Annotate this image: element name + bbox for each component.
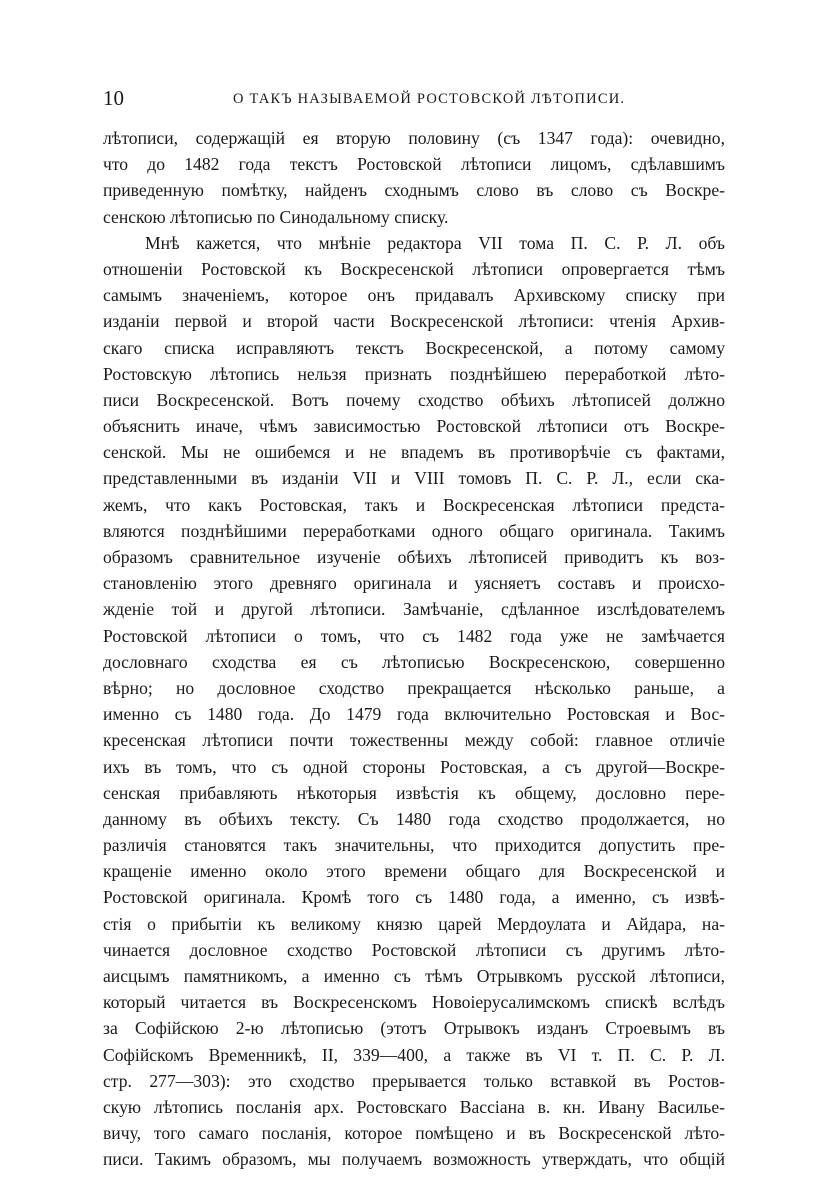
text-line: писи. Такимъ образомъ, мы получаемъ возможность утверждать, что общій bbox=[103, 1149, 725, 1170]
text-line: становленію этого древняго оригинала и уясняетъ составъ и происхо- bbox=[103, 573, 725, 594]
text-line: ихъ въ томъ, что съ одной стороны Ростовская, а съ другой—Воскре- bbox=[103, 756, 725, 777]
text-line: писи Воскресенской. Вотъ почему сходство обѣихъ лѣтописей должно bbox=[103, 389, 725, 410]
running-title: О ТАКЪ НАЗЫВАЕМОЙ РОСТОВСКОЙ ЛѢТОПИСИ. bbox=[233, 91, 626, 107]
text-line: стр. 277—303): это сходство прерывается только вставкой въ Ростов- bbox=[103, 1070, 725, 1091]
text-line: данному въ обѣихъ тексту. Съ 1480 года сходство продолжается, но bbox=[103, 808, 725, 829]
text-line: отношеніи Ростовской къ Воскресенской лѣтописи опровергается тѣмъ bbox=[103, 258, 725, 279]
text-line: жденіе той и другой лѣтописи. Замѣчаніе, сдѣланное изслѣдователемъ bbox=[103, 599, 725, 620]
text-line: образомъ сравнительное изученіе обѣихъ лѣтописей приводитъ къ воз- bbox=[103, 547, 725, 567]
text-line: приведенную помѣтку, найденъ сходнымъ слово въ слово съ Воскре- bbox=[103, 180, 725, 201]
text-line: что до 1482 года текстъ Ростовской лѣтописи лицомъ, сдѣлавшимъ bbox=[103, 154, 725, 175]
text-line: за Софійскою 2-ю лѣтописью (этотъ Отрывокъ изданъ Строевымъ въ bbox=[103, 1018, 725, 1039]
text-line: кресенская лѣтописи почти тожественны между собой: главное отличіе bbox=[103, 730, 725, 751]
page-header bbox=[103, 86, 725, 112]
text-line: дословнаго сходства ея съ лѣтописью Воскресенскою, совершенно bbox=[103, 651, 725, 672]
text-line: скую лѣтопись посланія арх. Ростовскаго Вассіана в. кн. Ивану Василье- bbox=[103, 1096, 725, 1117]
body-text bbox=[103, 125, 725, 1173]
text-line: жемъ, что какъ Ростовская, такъ и Воскресенская лѣтописи предста- bbox=[103, 494, 725, 515]
text-line: самымъ значеніемъ, которое онъ придавалъ Архивскому списку при bbox=[103, 285, 725, 306]
text-line: различія становятся такъ значительны, что приходится допустить пре- bbox=[103, 835, 725, 856]
text-line: Мнѣ кажется, что мнѣніе редактора VII тома П. С. Р. Л. объ bbox=[145, 232, 725, 253]
page-number: 10 bbox=[103, 86, 124, 110]
text-line: объяснить иначе, чѣмъ зависимостью Ростовской лѣтописи отъ Воскре- bbox=[103, 416, 725, 437]
text-line: сенскою лѣтописью по Синодальному списку. bbox=[103, 206, 449, 227]
text-line: скаго списка исправляютъ текстъ Воскресенской, а потому самому bbox=[103, 337, 725, 358]
text-line: вляются позднѣйшими переработками одного общаго оригинала. Такимъ bbox=[103, 520, 725, 541]
text-line: сенская прибавляють нѣкоторыя извѣстія къ общему, дословно пере- bbox=[103, 782, 725, 803]
text-line: аисцымъ памятникомъ, а именно съ тѣмъ Отрывкомъ русской лѣтописи, bbox=[103, 966, 725, 986]
text-line: Ростовскую лѣтопись нельзя признать позднѣйшею переработкой лѣто- bbox=[103, 363, 725, 384]
text-line: именно съ 1480 года. До 1479 года включительно Ростовская и Вос- bbox=[103, 704, 725, 725]
text-line: чинается дословное сходство Ростовской лѣтописи съ другимъ лѣто- bbox=[103, 939, 725, 960]
text-line: который читается въ Воскресенскомъ Новоіерусалимскомъ спискѣ вслѣдъ bbox=[103, 992, 725, 1013]
text-line: лѣтописи, содержащій ея вторую половину (съ 1347 года): очевидно, bbox=[103, 128, 725, 148]
text-line: сенской. Мы не ошибемся и не впадемъ въ противорѣчіе съ фактами, bbox=[103, 442, 725, 463]
text-line: изданіи первой и второй части Воскресенской лѣтописи: чтенія Архив- bbox=[103, 311, 725, 332]
text-line: кращеніе именно около этого времени общаго для Воскресенской и bbox=[103, 861, 725, 882]
text-line: Ростовской оригинала. Кромѣ того съ 1480 года, а именно, съ извѣ- bbox=[103, 887, 725, 908]
text-line: представленными въ изданіи VII и VIII томовъ П. С. Р. Л., если ска- bbox=[103, 468, 725, 489]
text-line: Ростовской лѣтописи о томъ, что съ 1482 года уже не замѣчается bbox=[103, 625, 725, 646]
text-line: вѣрно; но дословное сходство прекращается нѣсколько раньше, а bbox=[103, 677, 725, 698]
text-line: вичу, того самаго посланія, которое помѣщено и въ Воскресенской лѣто- bbox=[103, 1123, 725, 1144]
text-line: стія о прибытіи къ великому князю царей Мердоулата и Айдара, на- bbox=[103, 913, 725, 934]
text-line: Софійскомъ Временникѣ, II, 339—400, а также въ VI т. П. С. Р. Л. bbox=[103, 1044, 725, 1065]
